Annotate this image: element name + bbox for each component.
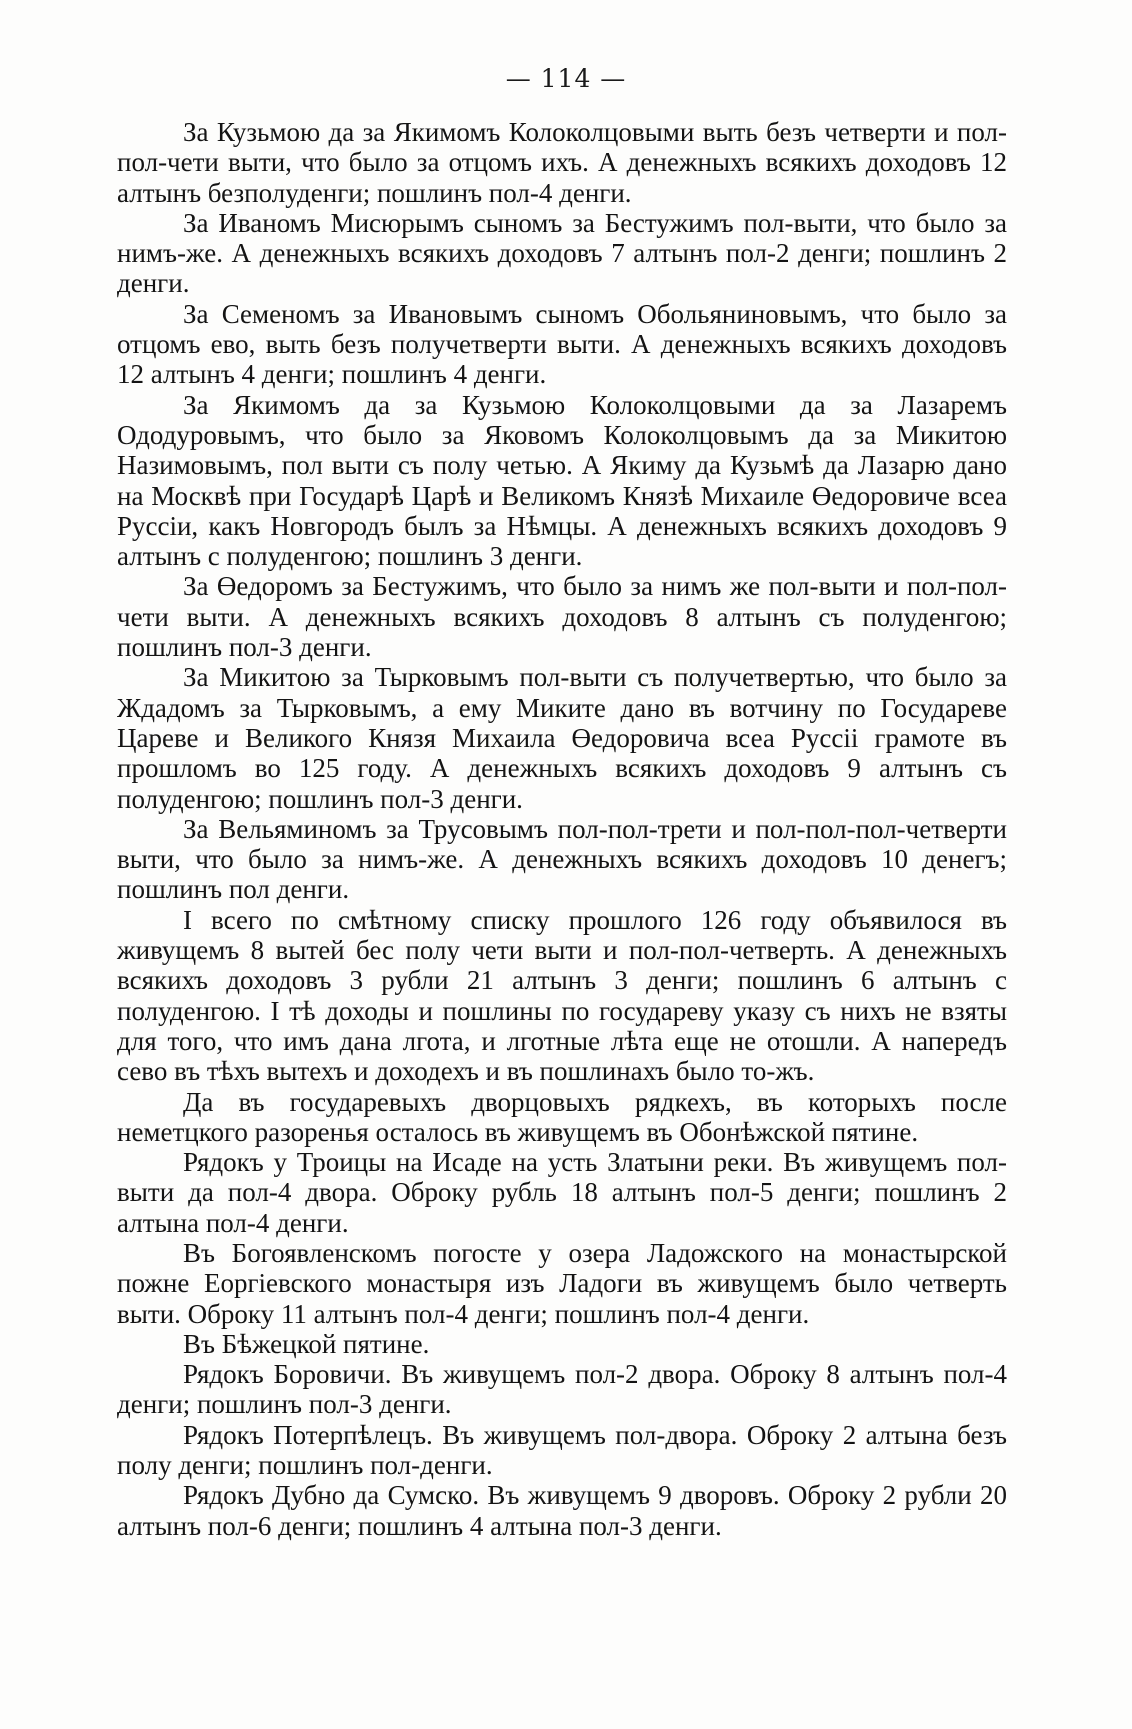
- paragraph-5: За Өедоромъ за Бестужимъ, что было за нимъ же пол-выти и пол-пол-чети выти. А денежныхъ всякихъ доходовъ 8 алтынъ съ полуденгою; пошлинъ пол-3 денги.: [117, 571, 1007, 663]
- paragraph-3: За Семеномъ за Ивановымъ сыномъ Обольяниновымъ, что было за отцомъ ево, выть безъ получетверти выти. А денежныхъ всякихъ доходовъ 12 алтынъ 4 денги; пошлинъ 4 денги.: [117, 298, 1007, 390]
- paragraph-11: Въ Богоявленскомъ погосте у озера Ладожского на монастырской пожне Еоргіевского монастыря изъ Ладоги въ живущемъ было четверть выти. Оброку 11 алтынъ пол-4 денги; пошлинъ пол-4 денги.: [117, 1237, 1007, 1329]
- paragraph-1: За Кузьмою да за Якимомъ Колоколцовыми выть безъ четверти и пол-пол-чети выти, что было за отцомъ ихъ. А денежныхъ всякихъ доходовъ 12 алтынъ безполуденги; пошлинъ пол-4 денги.: [117, 117, 1007, 208]
- paragraph-10: Рядокъ у Троицы на Исаде на усть Златыни реки. Въ живущемъ пол-выти да пол-4 двора. Оброку рубль 18 алтынъ пол-5 денги; пошлинъ 2 алтына пол-4 денги.: [117, 1147, 1007, 1238]
- page-number: — 114 —: [505, 64, 627, 93]
- paragraph-9: Да въ государевыхъ дворцовыхъ рядкехъ, въ которыхъ после неметцкого разоренья осталось въ живущемъ въ Обонѣжской пятине.: [117, 1086, 1007, 1147]
- body-text: [117, 117, 1007, 1541]
- paragraph-8: І всего по смѣтному списку прошлого 126 году объявилося въ живущемъ 8 вытей бес полу чети выти и пол-пол-четверть. А денежныхъ всякихъ доходовъ 3 рубли 21 алтынъ 3 денги; пошлинъ 6 алтынъ с полуденгою. І тѣ доходы и пошлины по государеву указу съ нихъ не взяты для того, что имъ дана лгота, и лготные лѣта еще не отошли. А напередъ сево въ тѣхъ вытехъ и доходехъ и въ пошлинахъ было то-жъ.: [117, 904, 1007, 1087]
- paragraph-15: Рядокъ Дубно да Сумско. Въ живущемъ 9 дворовъ. Оброку 2 рубли 20 алтынъ пол-6 денги; пошлинъ 4 алтына пол-3 денги.: [117, 1480, 1007, 1541]
- paragraph-13: Рядокъ Боровичи. Въ живущемъ пол-2 двора. Оброку 8 алтынъ пол-4 денги; пошлинъ пол-3 денги.: [117, 1359, 1007, 1420]
- section-heading-bezhetskaya: Въ Бѣжецкой пятине.: [183, 1328, 430, 1359]
- paragraph-7: За Вельяминомъ за Трусовымъ пол-пол-трети и пол-пол-пол-четверти выти, что было за нимъ-же. А денежныхъ всякихъ доходовъ 10 денегъ; пошлинъ пол денги.: [117, 813, 1007, 905]
- paragraph-6: За Микитою за Тырковымъ пол-выти съ получетвертью, что было за Ждадомъ за Тырковымъ, а ему Миките дано въ вотчину по Государеве Цареве и Великого Князя Михаила Өедоровича всеа Руссіі грамоте въ прошломъ во 125 году. А денежныхъ всякихъ доходовъ 9 алтынъ съ полуденгою; пошлинъ пол-3 денги.: [117, 662, 1007, 814]
- paragraph-4: За Якимомъ да за Кузьмою Колоколцовыми да за Лазаремъ Ододуровымъ, что было за Яковомъ Колоколцовымъ да за Микитою Назимовымъ, пол выти съ полу четью. А Якиму да Кузьмѣ да Лазарю дано на Москвѣ при Государѣ Царѣ и Великомъ Князѣ Михаиле Өедоровиче всеа Руссіи, какъ Новгородъ былъ за Нѣмцы. А денежныхъ всякихъ доходовъ 9 алтынъ с полуденгою; пошлинъ 3 денги.: [117, 389, 1007, 572]
- paragraph-2: За Иваномъ Мисюрымъ сыномъ за Бестужимъ пол-выти, что было за нимъ-же. А денежныхъ всякихъ доходовъ 7 алтынъ пол-2 денги; пошлинъ 2 денги.: [117, 207, 1007, 299]
- paragraph-14: Рядокъ Потерпѣлецъ. Въ живущемъ пол-двора. Оброку 2 алтына безъ полу денги; пошлинъ пол-денги.: [117, 1419, 1007, 1481]
